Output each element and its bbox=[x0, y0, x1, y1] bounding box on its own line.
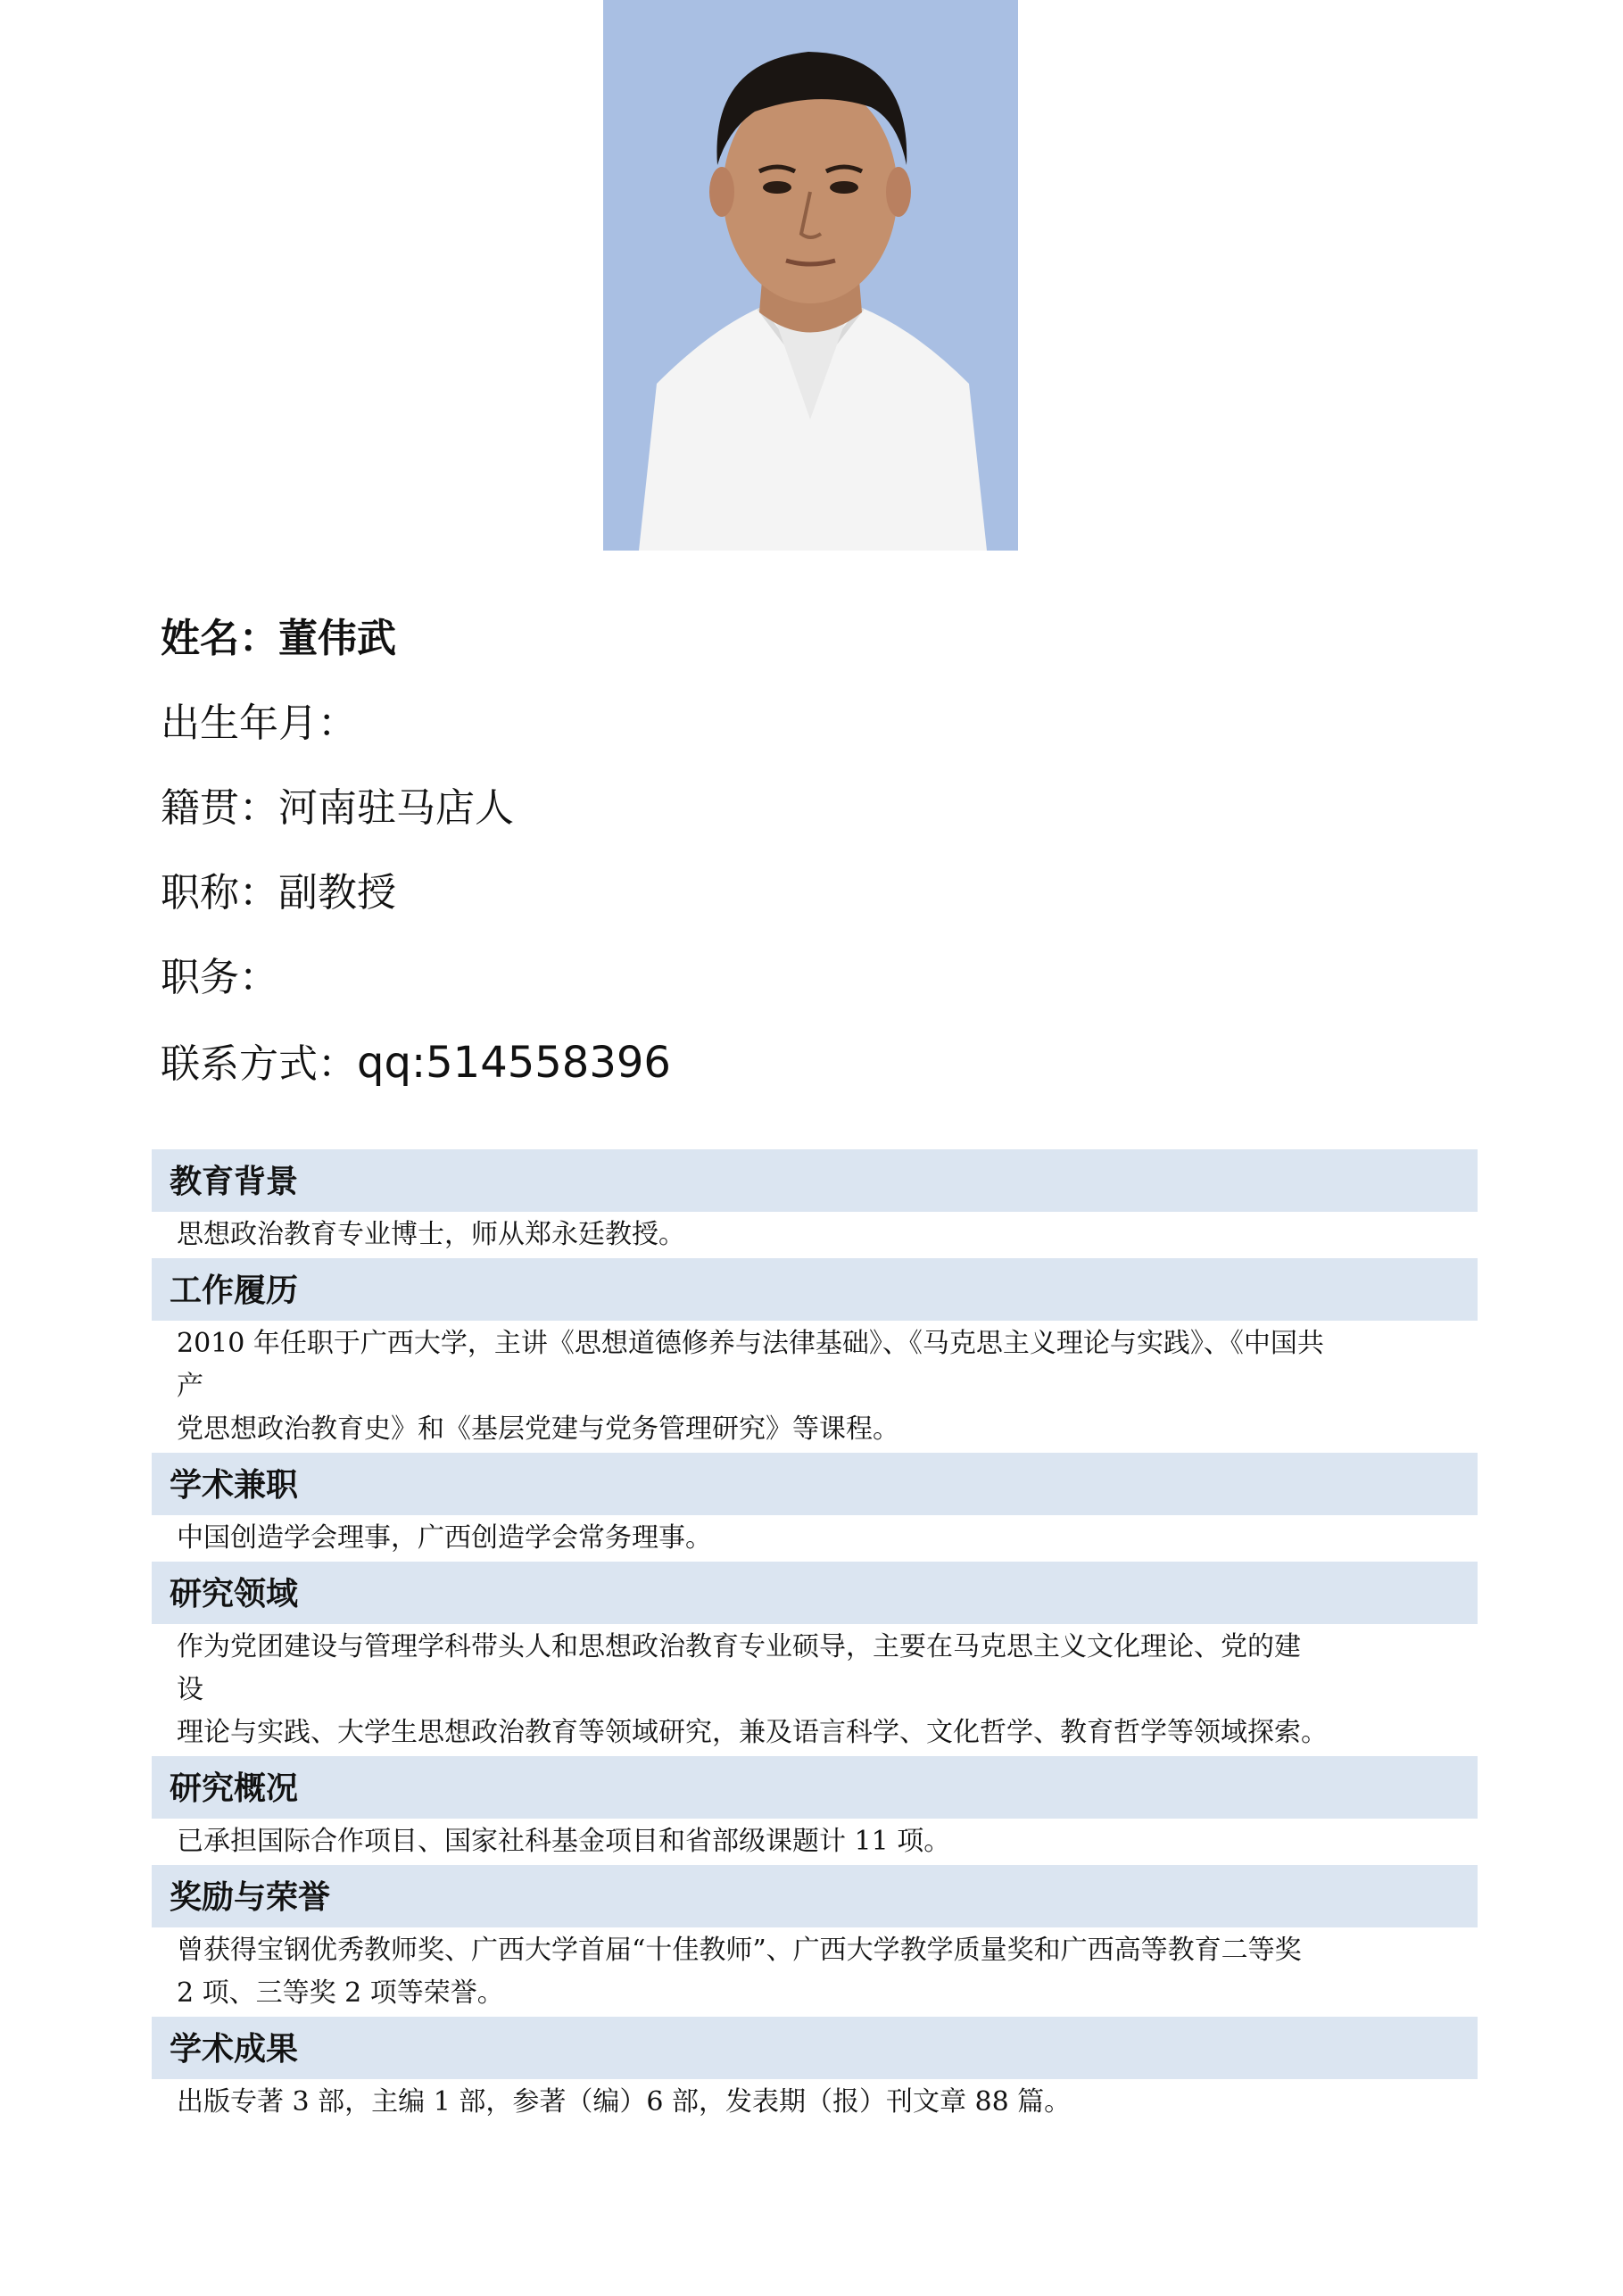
portrait-image bbox=[603, 0, 1018, 551]
section-line: 设 bbox=[177, 1674, 203, 1705]
section-body bbox=[152, 1212, 1478, 1258]
section-heading: 研究概况 bbox=[152, 1756, 1478, 1819]
section-line: 思想政治教育专业博士，师从郑永廷教授。 bbox=[177, 1219, 685, 1250]
section-heading: 学术成果 bbox=[152, 2017, 1478, 2079]
section-heading: 工作履历 bbox=[152, 1258, 1478, 1321]
section-line: 2010 年任职于广西大学，主讲《思想道德修养与法律基础》、《马克思主义理论与实践》、《中国共 bbox=[177, 1328, 1324, 1359]
name-field: 姓名：董伟武 bbox=[161, 616, 396, 661]
section-line: 已承担国际合作项目、国家社科基金项目和省部级课题计 11 项。 bbox=[177, 1826, 951, 1857]
profile-sections bbox=[152, 1149, 1478, 2126]
section-body bbox=[152, 1321, 1478, 1453]
section-education bbox=[152, 1149, 1478, 1258]
birth-field: 出生年月： bbox=[161, 700, 357, 746]
section-awards bbox=[152, 1865, 1478, 2017]
section-line: 中国创造学会理事，广西创造学会常务理事。 bbox=[177, 1522, 712, 1554]
section-heading: 奖励与荣誉 bbox=[152, 1865, 1478, 1927]
hometown-field: 籍贯：河南驻马店人 bbox=[161, 785, 514, 831]
title-field: 职称：副教授 bbox=[161, 870, 396, 916]
profile-photo bbox=[603, 0, 1018, 551]
section-body bbox=[152, 2079, 1478, 2126]
section-research-fields bbox=[152, 1562, 1478, 1756]
section-research-overview bbox=[152, 1756, 1478, 1865]
contact-value: qq:514558396 bbox=[357, 1038, 671, 1088]
section-line: 曾获得宝钢优秀教师奖、广西大学首届“十佳教师”、广西大学教学质量奖和广西高等教育二等奖 bbox=[177, 1935, 1302, 1966]
basic-info bbox=[161, 607, 1410, 1115]
contact-field bbox=[161, 1031, 1410, 1115]
section-line: 出版专著 3 部，主编 1 部，参著（编）6 部，发表期（报）刊文章 88 篇。 bbox=[177, 2086, 1072, 2118]
section-work-history bbox=[152, 1258, 1478, 1453]
section-academic-posts bbox=[152, 1453, 1478, 1562]
section-line: 作为党团建设与管理学科带头人和思想政治教育专业硕导，主要在马克思主义文化理论、党的建 bbox=[177, 1631, 1301, 1662]
section-body bbox=[152, 1515, 1478, 1562]
section-line: 党思想政治教育史》和《基层党建与党务管理研究》等课程。 bbox=[177, 1413, 899, 1445]
section-body bbox=[152, 1927, 1478, 2017]
section-line: 2 项、三等奖 2 项等荣誉。 bbox=[177, 1977, 504, 2009]
section-body bbox=[152, 1819, 1478, 1865]
section-heading: 学术兼职 bbox=[152, 1453, 1478, 1515]
section-line: 产 bbox=[177, 1371, 203, 1402]
section-achievements bbox=[152, 2017, 1478, 2126]
position-field: 职务： bbox=[161, 955, 278, 1000]
contact-label: 联系方式： bbox=[161, 1041, 357, 1087]
section-line: 理论与实践、大学生思想政治教育等领域研究，兼及语言科学、文化哲学、教育哲学等领域探索。 bbox=[177, 1717, 1328, 1748]
section-heading: 研究领域 bbox=[152, 1562, 1478, 1624]
section-heading: 教育背景 bbox=[152, 1149, 1478, 1212]
section-body bbox=[152, 1624, 1478, 1756]
